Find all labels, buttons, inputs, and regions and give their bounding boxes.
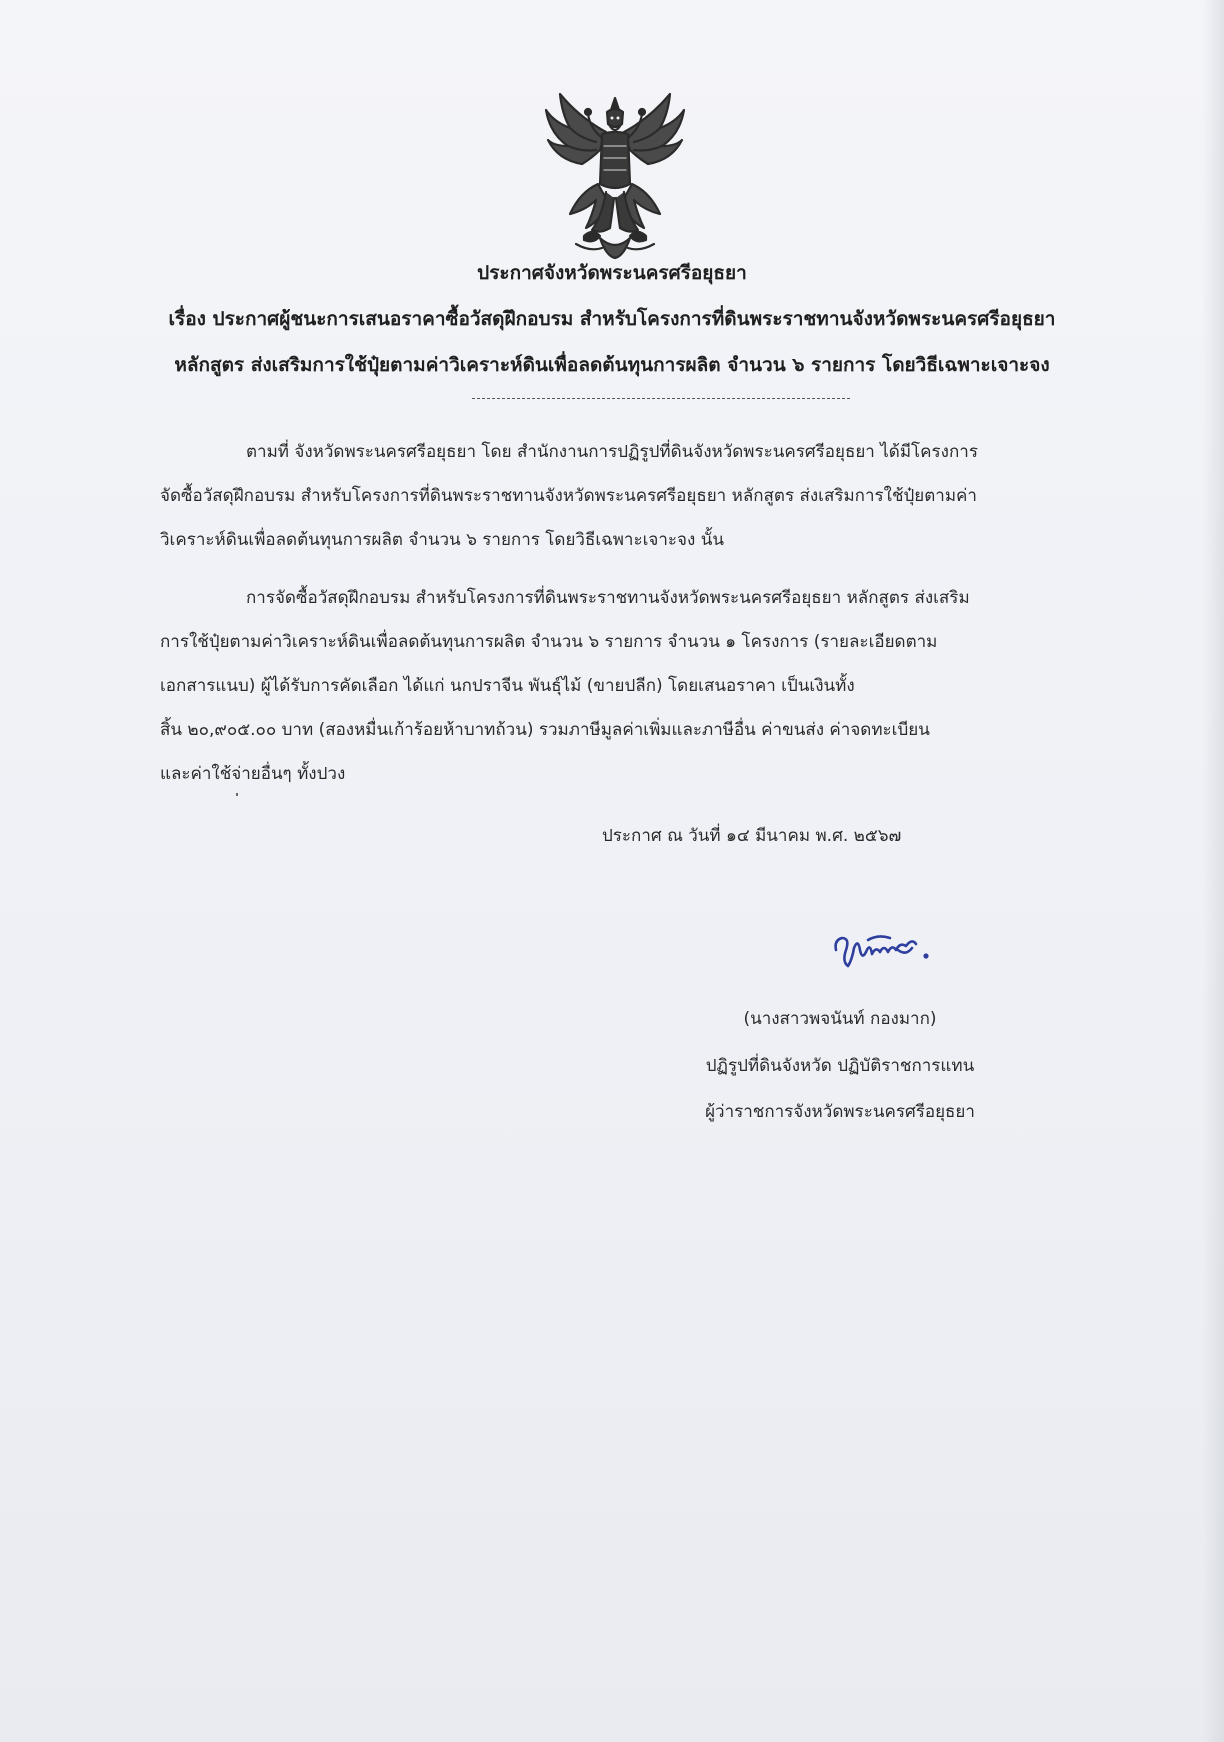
paragraph-1-line: ตามที่ จังหวัดพระนครศรีอยุธยา โดย สำนักงานการปฏิรูปที่ดินจังหวัดพระนครศรีอยุธยา ได้มีโครงการ [246, 442, 978, 462]
announcement-date: ประกาศ ณ วันที่ ๑๔ มีนาคม พ.ศ. ๒๕๖๗ [602, 826, 902, 846]
handwritten-signature-icon [828, 920, 948, 976]
signatory-name: (นางสาวพจนันท์ กองมาก) [743, 1009, 937, 1029]
paragraph-2-line: สิ้น ๒๐,๙๐๕.๐๐ บาท (สองหมื่นเก้าร้อยห้าบาทถ้วน) รวมภาษีมูลค่าเพิ่มและภาษีอื่น ค่าขนส่ง ค่าจดทะเบียน [160, 720, 930, 740]
body-paragraph-2 [160, 576, 1060, 796]
scan-speck [236, 793, 238, 796]
signatory-position: ปฏิรูปที่ดินจังหวัด ปฏิบัติราชการแทน [705, 1056, 975, 1076]
signatory-on-behalf-of: ผู้ว่าราชการจังหวัดพระนครศรีอยุธยา [705, 1102, 975, 1122]
paragraph-1-line: วิเคราะห์ดินเพื่อลดต้นทุนการผลิต จำนวน ๖ รายการ โดยวิธีเฉพาะเจาะจง นั้น [160, 530, 724, 550]
issuer-heading: ประกาศจังหวัดพระนครศรีอยุธยา [477, 262, 747, 284]
body-paragraph-1 [160, 430, 1060, 562]
garuda-emblem-icon [540, 88, 690, 260]
paragraph-2-line: การใช้ปุ๋ยตามค่าวิเคราะห์ดินเพื่อลดต้นทุนการผลิต จำนวน ๖ รายการ จำนวน ๑ โครงการ (รายละเอียดตาม [160, 632, 938, 652]
paragraph-2-line: เอกสารแนบ) ผู้ได้รับการคัดเลือก ได้แก่ นกปราจีน พันธุ์ไม้ (ขายปลีก) โดยเสนอราคา เป็นเงินทั้ง [160, 676, 855, 696]
heading-divider [472, 398, 850, 399]
subject-line-2: หลักสูตร ส่งเสริมการใช้ปุ๋ยตามค่าวิเคราะห์ดินเพื่อลดต้นทุนการผลิต จำนวน ๖ รายการ โดยวิธีเฉพาะเจาะจง [174, 354, 1050, 376]
paragraph-2-line: และค่าใช้จ่ายอื่นๆ ทั้งปวง [160, 764, 346, 784]
subject-line-1: เรื่อง ประกาศผู้ชนะการเสนอราคาซื้อวัสดุฝึกอบรม สำหรับโครงการที่ดินพระราชทานจังหวัดพระนครศรีอยุธยา [168, 308, 1056, 330]
paragraph-1-line: จัดซื้อวัสดุฝึกอบรม สำหรับโครงการที่ดินพระราชทานจังหวัดพระนครศรีอยุธยา หลักสูตร ส่งเสริมการใช้ปุ๋ยตามค่า [160, 486, 977, 506]
paragraph-2-line: การจัดซื้อวัสดุฝึกอบรม สำหรับโครงการที่ดินพระราชทานจังหวัดพระนครศรีอยุธยา หลักสูตร ส่งเสริม [246, 588, 970, 608]
